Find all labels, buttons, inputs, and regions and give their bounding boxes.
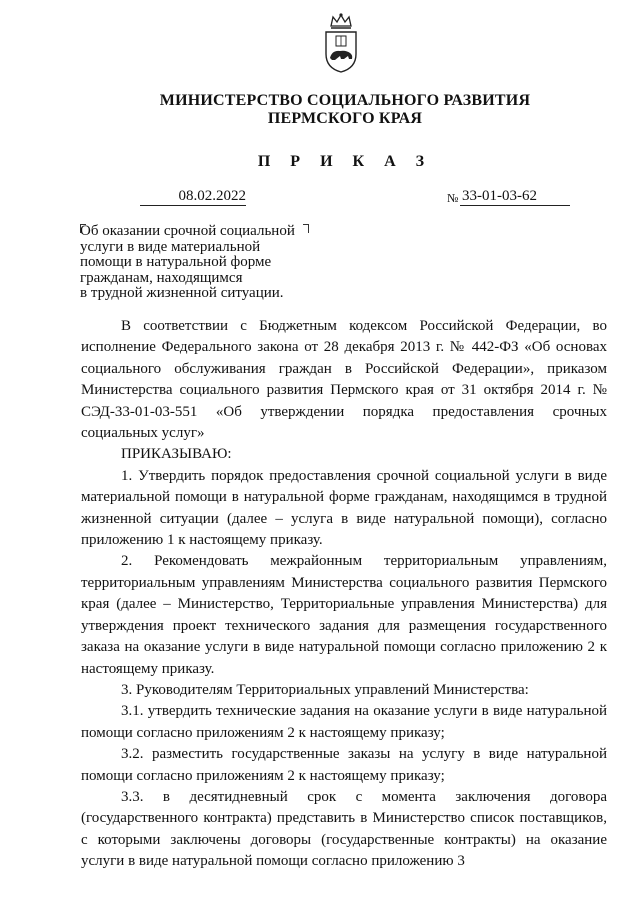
subject-line: Об оказании срочной социальной xyxy=(80,223,295,239)
document-body xyxy=(81,316,607,873)
order-item-1: 1. Утвердить порядок предоставления срочной социальной услуги в виде материальной помощи в натуральной форме гражданам, находящимся в трудной жизненной ситуации (далее – услуга в виде натуральной помощи), согласно приложению 1 к настоящему приказу. xyxy=(81,467,607,549)
order-item-3-3: 3.3. в десятидневный срок с момента заключения договора (государственного контракта) представить в Министерство список поставщиков, с которыми заключены договоры (государственные контракты) на оказание услуги в виде натуральной помощи согласно приложению 3 xyxy=(81,788,607,870)
ministry-name-line2: ПЕРМСКОГО КРАЯ xyxy=(267,110,423,127)
subject-line: в трудной жизненной ситуации. xyxy=(80,285,284,301)
preamble-paragraph: В соответствии с Бюджетным кодексом Российской Федерации, во исполнение Федерального закона от 28 декабря 2013 г. № 442-ФЗ «Об основах социального обслуживания граждан в Российской Федерации», приказом Министерства социального развития Пермского края от 31 октября 2014 г. № СЭД-33-01-03-551 «Об утверждении порядка предоставления срочных социальных услуг» xyxy=(81,318,607,442)
perm-krai-coat-of-arms-icon xyxy=(322,12,360,74)
number-label: № xyxy=(447,191,459,205)
document-date: 08.02.2022 xyxy=(140,188,246,206)
subject-line: помощи в натуральной форме xyxy=(80,254,272,270)
document-subject xyxy=(80,224,330,302)
order-item-2: 2. Рекомендовать межрайонным территориальным управлениям, территориальным управлениям Министерства социального развития Пермского края (далее – Министерство, Территориальные управления Министерства) для утверждения проект технического задания для размещения государственного заказа на оказание услуги в виде натуральной помощи согласно приложению 2 к настоящему приказу. xyxy=(81,553,607,677)
ministry-name-line1: МИНИСТЕРСТВО СОЦИАЛЬНОГО РАЗВИТИЯ xyxy=(159,92,531,109)
order-item-3-2: 3.2. разместить государственные заказы на услугу в виде натуральной помощи согласно приложениям 2 к настоящему приказу; xyxy=(81,746,607,784)
document-type-heading: П Р И К А З xyxy=(257,153,433,170)
order-item-3: 3. Руководителям Территориальных управлений Министерства: xyxy=(121,681,529,698)
document-number: 33-01-03-62 xyxy=(460,188,570,206)
order-item-3-1: 3.1. утвердить технические задания на оказание услуги в виде натуральной помощи согласно приложениям 2 к настоящему приказу; xyxy=(81,703,607,741)
subject-line: гражданам, находящимся xyxy=(80,269,243,286)
subject-line: услуги в виде материальной xyxy=(80,238,261,255)
order-keyword: ПРИКАЗЫВАЮ: xyxy=(121,446,232,463)
